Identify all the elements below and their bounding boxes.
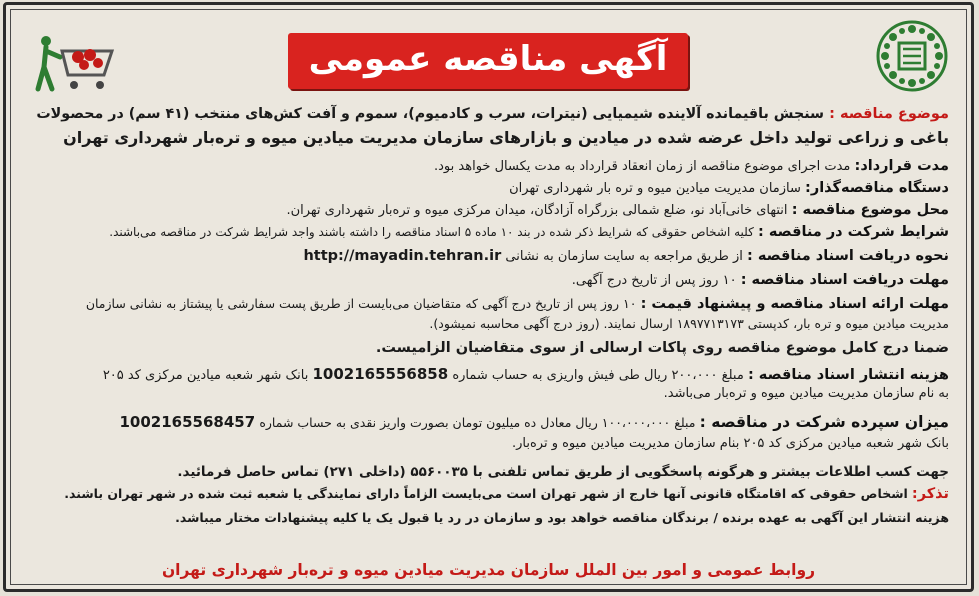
deposit-row [120,413,950,433]
reminder-label: تذکر: [911,486,949,502]
subject-text: سنجش باقیمانده آلاینده شیمیایی (نیترات، سرب و کادمیوم)، سموم و آفت کش‌های منتخب (۴۱ سم) در محصولات [36,106,825,122]
reminder-text: اشخاص حقوقی که اقامتگاه قانونی آنها خارج از شهر تهران است می‌بایست الزاماً دارای نمایندگی یا شعبه ثبت شده در شهر تهران باشند. [64,486,908,501]
publication-cost-line-2: به نام سازمان مدیریت میادین میوه و تره‌بار می‌باشد. [663,386,949,401]
documents-url-link[interactable]: http://mayadin.tehran.ir [303,248,502,264]
contract-term-text: مدت اجرای موضوع مناقصه از زمان انعقاد قرارداد به مدت یکسال خواهد بود. [434,159,851,174]
publication-cost-row [103,365,949,385]
documents-label: نحوه دریافت اسناد مناقصه : [746,248,949,264]
documents-text: از طریق مراجعه به سایت سازمان به نشانی [505,249,743,264]
documents-row [303,247,949,266]
tender-body-text: سازمان مدیریت میادین میوه و تره بار شهرداری تهران [509,181,801,196]
publication-cost-bank: بانک شهر شعبه میادین مرکزی کد ۲۰۵ [102,368,309,383]
tender-body-label: دستگاه مناقصه‌گذار: [805,180,949,196]
subject-line-2: باغی و زراعی تولید داخل عرضه شده در میادین و بازارهای سازمان مدیریت میادین میوه و تره‌بار شهرداری تهران [63,128,949,147]
deadline-offer-line-2: مدیریت میادین میوه و تره بار، کدپستی ۱۸۹۷۷۱۳۱۷۳ ارسال نمایند. (روز درج آگهی محاسبه نمیشود). [429,316,949,331]
location-text: انتهای خانی‌آباد نو، ضلع شمالی بزرگراه آزادگان، میدان مرکزی میوه و تره‌بار شهرداری تهران. [286,203,788,218]
location-label: محل موضوع مناقصه : [791,202,949,218]
footer-publisher: روابط عمومی و امور بین الملل سازمان مدیریت میادین میوه و تره‌بار شهرداری تهران [161,561,816,579]
location-row [286,201,949,220]
deposit-account-number: 1002165568457 [119,413,256,431]
contract-term-row [434,157,949,176]
page-title: آگهی مناقصه عمومی [308,39,668,79]
publication-account-number: 1002165556858 [312,365,449,383]
reminder-row [64,485,949,504]
tender-notice [3,2,974,592]
publication-cost-text: مبلغ ۲۰۰،۰۰۰ ریال طی فیش واریزی به حساب شماره [452,368,744,383]
deadline-docs-label: مهلت دریافت اسناد مناقصه : [740,272,949,288]
tender-body-row [509,179,949,198]
deadline-offer-row [86,295,949,314]
publication-cost-label: هزینه انتشار اسناد مناقصه : [747,367,949,383]
notice-line: ضمنا درج کامل موضوع مناقصه روی پاکات ارسالی از سوی متقاضیان الزامیست. [375,340,949,356]
cost-note-line: هزینه انتشار این آگهی به عهده برنده / برندگان مناقصه خواهد بود و سازمان در رد یا قبول یک یا کلیه پیشنهادات مختار میباشد. [175,510,949,525]
conditions-label: شرایط شرکت در مناقصه : [758,224,949,240]
conditions-text: کلیه اشخاص حقوقی که شرایط ذکر شده در بند ۱۰ ماده ۵ اسناد مناقصه را داشته باشند واجد شرایط شرکت در مناقصه می‌باشند. [109,225,754,239]
deadline-offer-label: مهلت ارائه اسناد مناقصه و پیشنهاد قیمت : [640,296,949,312]
deposit-line-2: بانک شهر شعبه میادین مرکزی کد ۲۰۵ بنام سازمان مدیریت میادین میوه و تره‌بار. [511,436,949,451]
subject-label: موضوع مناقصه : [829,106,949,122]
deadline-offer-text: ۱۰ روز پس از تاریخ درج آگهی که متقاضیان می‌بایست از طریق پست سفارشی یا پیشتاز به نشانی سازمان [85,296,637,311]
contact-line: جهت کسب اطلاعات بیشتر و هرگونه پاسخگویی از طریق تماس تلفنی با ۵۵۶۰۰۳۵ (داخلی ۲۷۱) تماس حاصل فرمائید. [177,464,949,480]
subject-line-1 [36,103,949,125]
contract-term-label: مدت قرارداد: [854,158,949,174]
deposit-label: میزان سپرده شرکت در مناقصه : [699,413,949,431]
deposit-text: مبلغ ۱۰۰،۰۰۰،۰۰۰ ریال معادل ده میلیون تومان بصورت واریز نقدی به حساب شماره [259,415,696,430]
tehran-municipality-logo-icon [875,19,949,93]
title-banner [288,33,688,89]
deadline-docs-text: ۱۰ روز پس از تاریخ درج آگهی. [571,273,737,288]
shopping-cart-icon [32,35,116,93]
deadline-docs-row [572,271,949,290]
conditions-row [109,223,949,242]
